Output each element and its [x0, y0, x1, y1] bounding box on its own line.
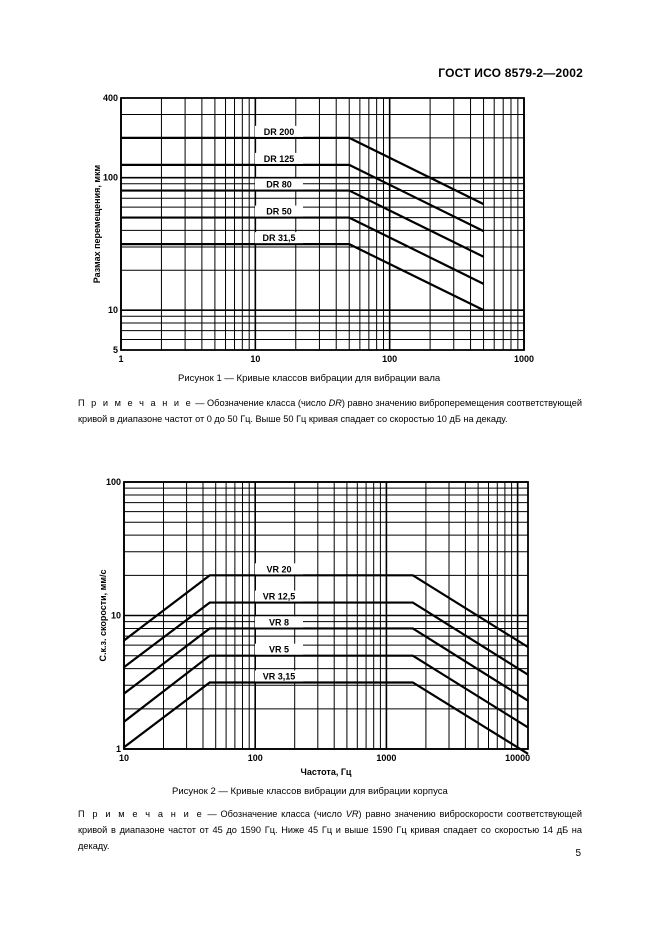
y-tick-label: 100: [105, 477, 121, 487]
x-tick-label: 1000: [513, 354, 535, 364]
document-id: ГОСТ ИСО 8579-2—2002: [438, 66, 583, 80]
series-label: VR 12,5: [262, 591, 296, 602]
y-tick-label: 400: [102, 93, 118, 103]
x-tick-label: 100: [247, 753, 263, 763]
y-tick-label: 100: [102, 172, 118, 183]
y-tick-label: 1: [115, 744, 121, 754]
series-label: VR 3,15: [262, 671, 296, 682]
note-text-a: — Обозначение класса (число: [203, 809, 346, 819]
series-label: VR 5: [268, 644, 290, 655]
note-prefix: П р и м е ч а н и е: [78, 398, 193, 408]
x-tick-label: 10: [250, 354, 261, 364]
figure-1-caption: Рисунок 1 — Кривые классов вибрации для вибрации вала: [178, 373, 441, 384]
x-tick-label: 1: [118, 354, 124, 364]
series-label: VR 20: [266, 564, 292, 575]
series-label: DR 31,5: [262, 233, 296, 244]
page-number: 5: [575, 848, 581, 859]
note-prefix: П р и м е ч а н и е: [78, 809, 204, 819]
x-axis-label: Частота, Гц: [300, 767, 352, 777]
figure-2-note: [78, 806, 582, 854]
y-tick-label: 5: [112, 345, 118, 355]
series-label: DR 50: [266, 206, 292, 217]
note-text-b: ) равно значению виброскорости соответствующей кривой в диапазоне частот от 45 до 1590 Гц. Ниже 45 Гц и выше 1590 Гц кривая спадает со скоростью 14 дБ на декаду.: [78, 809, 583, 851]
note-class-symbol: DR: [328, 398, 342, 408]
x-tick-label: 10000: [505, 753, 531, 763]
x-tick-label: 100: [382, 354, 398, 364]
series-line: [124, 682, 528, 753]
note-text-a: — Обозначение класса (число: [192, 398, 329, 408]
y-axis-label: Размах перемещения, мкм: [92, 164, 102, 284]
series-label: DR 125: [263, 153, 295, 164]
x-tick-label: 1000: [376, 753, 397, 763]
figure-2-caption: Рисунок 2 — Кривые классов вибрации для вибрации корпуса: [172, 786, 448, 797]
series-label: VR 8: [268, 617, 290, 628]
x-tick-label: 10: [118, 753, 130, 763]
series-label: DR 80: [266, 179, 292, 190]
y-tick-label: 10: [110, 610, 121, 621]
y-axis-label: С.к.з. скорости, мм/с: [98, 569, 108, 662]
note-class-symbol: VR: [345, 809, 359, 819]
note-text-b: ) равно значению виброперемещения соответствующей кривой в диапазоне частот от 0 до 50 Гц. Выше 50 Гц кривая спадает со скоростью 10 дБ на декаду.: [78, 398, 582, 424]
y-tick-label: 10: [107, 305, 118, 316]
series-label: DR 200: [263, 126, 295, 137]
